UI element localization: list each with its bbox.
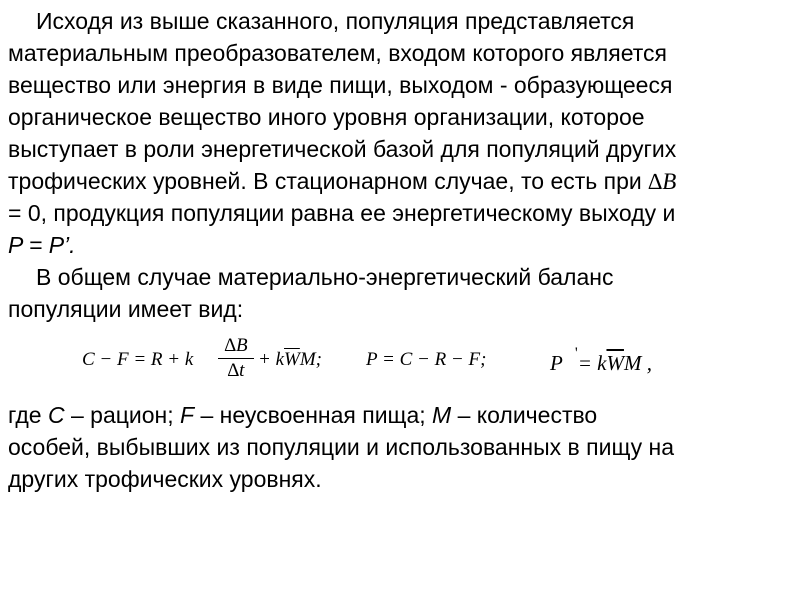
formula2: P = C − R − F; bbox=[366, 349, 487, 370]
prime-mark: ' bbox=[574, 345, 578, 362]
formula3: P $'= k\overline{W}M$ , bbox=[550, 345, 652, 375]
paragraph3-line2: особей, выбывших из популяции и использованных в пищу на bbox=[8, 434, 675, 460]
paragraph2-line2: популяции имеет вид: bbox=[8, 296, 244, 322]
w-overline-2: $\overline{W}$ bbox=[606, 351, 624, 375]
paragraph1-line3: вещество или энергия в виде пищи, выходом - образующееся bbox=[8, 72, 673, 98]
delta-b-symbol: ∆B bbox=[648, 169, 677, 194]
paragraph1-line5: выступает в роли энергетической базой для популяций других bbox=[8, 136, 677, 162]
paragraph1-line6 bbox=[8, 166, 676, 197]
formula1-denominator: ∆t bbox=[227, 360, 245, 381]
formula1-right: + $k\overline{W}M$; bbox=[258, 349, 322, 370]
paragraph3-line3: других трофических уровнях. bbox=[8, 466, 322, 492]
paragraph1-line2: материальным преобразователем, входом которого является bbox=[8, 40, 667, 66]
paragraph1-line7: = 0, продукция популяции равна ее энергетическому выходу и bbox=[8, 200, 676, 226]
w-overline: $\overline{W}$ bbox=[284, 349, 300, 370]
formulas bbox=[0, 335, 800, 390]
formula1-numerator: ∆B bbox=[224, 335, 248, 356]
paragraph1-line4: органическое вещество иного уровня организации, которое bbox=[8, 104, 645, 130]
paragraph2-line1: В общем случае материально-энергетический баланс bbox=[36, 264, 614, 290]
paragraph1-line1: Исходя из выше сказанного, популяция представляется bbox=[36, 8, 635, 34]
fraction-bar bbox=[218, 358, 254, 359]
paragraph1-line6-text: трофических уровней. В стационарном случае, то есть при bbox=[8, 168, 649, 194]
paragraph1-line8: P = P’. bbox=[8, 232, 76, 258]
formula1-left: C − F = R + k bbox=[82, 349, 194, 370]
paragraph3-line1: где C – рацион; F – неусвоенная пища; M – количество bbox=[8, 402, 598, 428]
formula1-fraction bbox=[218, 335, 254, 382]
